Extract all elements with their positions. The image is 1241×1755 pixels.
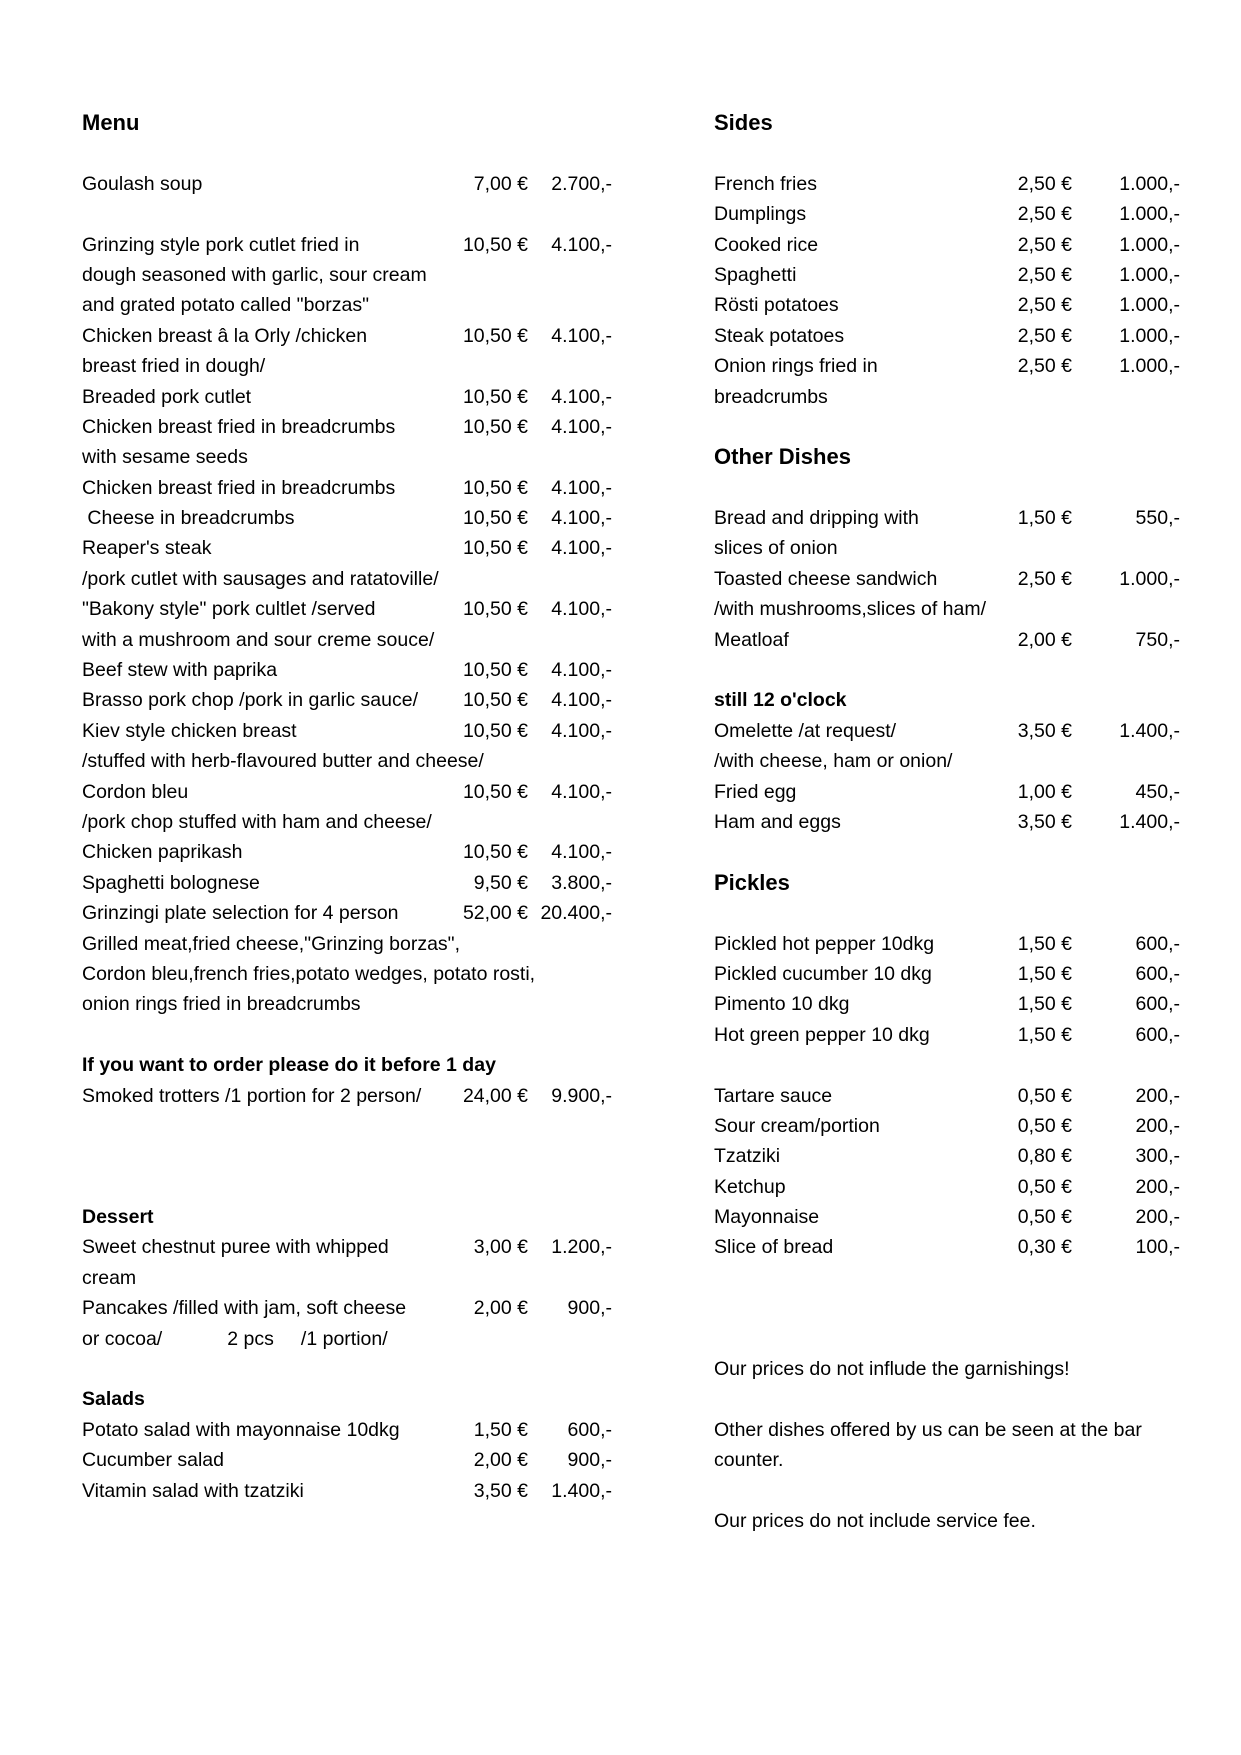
item-name: /pork cutlet with sausages and ratatoville/	[82, 567, 439, 590]
price-eur: 10,50 €	[462, 233, 528, 256]
blank-line	[714, 898, 1194, 928]
item-name: Pickled hot pepper 10dkg	[714, 932, 935, 955]
price-huf: 200,-	[1135, 1206, 1180, 1229]
price-eur: 0,50 €	[1017, 1206, 1072, 1229]
price-huf: 4.100,-	[551, 719, 612, 742]
blank-line	[714, 1324, 1194, 1354]
item-name: Our prices do not include service fee.	[714, 1509, 1036, 1532]
item-name: Vitamin salad with tzatziki	[82, 1479, 304, 1502]
price-eur: 1,00 €	[1017, 780, 1072, 803]
price-huf: 1.000,-	[1119, 324, 1180, 347]
menu-item-vitamin-salad-with-tzatziki	[82, 1476, 622, 1506]
item-name: /with mushrooms,slices of ham/	[714, 598, 987, 621]
item-name: /pork chop stuffed with ham and cheese/	[82, 810, 432, 833]
text-line	[82, 442, 622, 472]
text-line	[714, 382, 1194, 412]
menu-item-slice-of-bread	[714, 1232, 1194, 1262]
item-name: Fried egg	[714, 780, 797, 803]
price-eur: 0,30 €	[1017, 1236, 1072, 1259]
item-name: Hot green pepper 10 dkg	[714, 1023, 930, 1046]
item-name: Chicken breast fried in breadcrumbs	[82, 476, 396, 499]
price-huf: 3.800,-	[551, 871, 612, 894]
price-eur: 10,50 €	[462, 689, 528, 712]
price-huf: 4.100,-	[551, 598, 612, 621]
price-eur: 10,50 €	[462, 780, 528, 803]
text-line	[82, 1324, 622, 1354]
item-name: and grated potato called "borzas"	[82, 294, 370, 317]
text-line	[82, 807, 622, 837]
text-line	[82, 290, 622, 320]
price-huf: 4.100,-	[551, 476, 612, 499]
price-huf: 4.100,-	[551, 689, 612, 712]
item-name: Smoked trotters /1 portion for 2 person/	[82, 1084, 422, 1107]
item-name: Rösti potatoes	[714, 294, 839, 317]
item-name: Cheese in breadcrumbs	[82, 507, 295, 530]
price-eur: 3,00 €	[473, 1236, 528, 1259]
price-eur: 2,50 €	[1017, 233, 1072, 256]
price-huf: 4.100,-	[551, 841, 612, 864]
blank-line	[714, 1050, 1194, 1080]
menu-item-steak-potatoes	[714, 321, 1194, 351]
menu-item-sour-cream-portion	[714, 1111, 1194, 1141]
menu-item-bread-and-dripping-with	[714, 503, 1194, 533]
item-name: Cordon bleu,french fries,potato wedges, potato rosti,	[82, 962, 536, 985]
price-huf: 4.100,-	[551, 233, 612, 256]
text-line	[714, 1506, 1194, 1536]
price-huf: 1.400,-	[1119, 719, 1180, 742]
price-eur: 52,00 €	[462, 902, 528, 925]
price-eur: 10,50 €	[462, 324, 528, 347]
price-eur: 2,00 €	[473, 1449, 528, 1472]
menu-item-french-fries	[714, 169, 1194, 199]
price-huf: 100,-	[1135, 1236, 1180, 1259]
price-eur: 10,50 €	[462, 841, 528, 864]
price-huf: 900,-	[567, 1449, 612, 1472]
price-eur: 10,50 €	[462, 719, 528, 742]
menu-item-sweet-chestnut-puree-with-whipped	[82, 1232, 622, 1262]
item-name: Sweet chestnut puree with whipped	[82, 1236, 389, 1259]
price-huf: 1.000,-	[1119, 294, 1180, 317]
menu-item-breaded-pork-cutlet	[82, 382, 622, 412]
section-heading-still-12-o-clock	[714, 685, 1194, 715]
price-eur: 0,50 €	[1017, 1175, 1072, 1198]
blank-line	[82, 1020, 622, 1050]
item-name: Chicken breast fried in breadcrumbs	[82, 415, 396, 438]
item-name: Ketchup	[714, 1175, 786, 1198]
menu-item-goulash-soup	[82, 169, 622, 199]
section-heading-pickles	[714, 868, 1194, 898]
price-huf: 300,-	[1135, 1145, 1180, 1168]
price-huf: 4.100,-	[551, 537, 612, 560]
price-eur: 2,50 €	[1017, 203, 1072, 226]
menu-item-chicken-paprikash	[82, 837, 622, 867]
section-heading-menu	[82, 108, 622, 138]
price-eur: 3,50 €	[473, 1479, 528, 1502]
item-name: breadcrumbs	[714, 385, 828, 408]
heading-text: Menu	[82, 110, 140, 135]
item-name: onion rings fried in breadcrumbs	[82, 993, 361, 1016]
item-name: /stuffed with herb-flavoured butter and cheese/	[82, 750, 484, 773]
menu-item-cooked-rice	[714, 230, 1194, 260]
price-eur: 0,80 €	[1017, 1145, 1072, 1168]
price-huf: 2.700,-	[551, 172, 612, 195]
price-huf: 1.200,-	[551, 1236, 612, 1259]
item-name: dough seasoned with garlic, sour cream	[82, 263, 427, 286]
menu-item-reaper-s-steak	[82, 533, 622, 563]
text-line	[82, 1263, 622, 1293]
blank-line	[82, 138, 622, 168]
item-name: Sour cream/portion	[714, 1114, 880, 1137]
price-huf: 1.400,-	[1119, 810, 1180, 833]
price-eur: 1,50 €	[1017, 962, 1072, 985]
menu-item-grinzingi-plate-selection-for-4-person	[82, 898, 622, 928]
price-huf: 600,-	[1135, 962, 1180, 985]
heading-text: still 12 o'clock	[714, 689, 847, 712]
price-eur: 2,50 €	[1017, 263, 1072, 286]
blank-line	[714, 1293, 1194, 1323]
text-line	[714, 1415, 1194, 1445]
menu-item-chicken-breast-la-orly-chicken	[82, 321, 622, 351]
price-eur: 0,50 €	[1017, 1084, 1072, 1107]
price-eur: 1,50 €	[1017, 507, 1072, 530]
section-heading-sides	[714, 108, 1194, 138]
menu-item-toasted-cheese-sandwich	[714, 564, 1194, 594]
text-line	[82, 564, 622, 594]
item-name: Breaded pork cutlet	[82, 385, 252, 408]
item-name: Meatloaf	[714, 628, 789, 651]
menu-item-tartare-sauce	[714, 1081, 1194, 1111]
text-line	[82, 351, 622, 381]
menu-item-pancakes-filled-with-jam-soft-cheese	[82, 1293, 622, 1323]
item-name: Grinzingi plate selection for 4 person	[82, 902, 399, 925]
section-heading-dessert	[82, 1202, 622, 1232]
price-huf: 4.100,-	[551, 324, 612, 347]
heading-text: Salads	[82, 1388, 145, 1411]
price-huf: 900,-	[567, 1297, 612, 1320]
item-name: Chicken breast â la Orly /chicken	[82, 324, 368, 347]
item-name: Grinzing style pork cutlet fried in	[82, 233, 360, 256]
text-line	[82, 625, 622, 655]
price-huf: 9.900,-	[551, 1084, 612, 1107]
blank-line	[714, 837, 1194, 867]
menu-item-smoked-trotters-1-portion-for-2-person	[82, 1081, 622, 1111]
menu-item-bakony-style-pork-cultlet-served	[82, 594, 622, 624]
blank-line	[82, 1111, 622, 1141]
price-eur: 2,50 €	[1017, 172, 1072, 195]
menu-item-fried-egg	[714, 777, 1194, 807]
heading-text: If you want to order please do it before 1 day	[82, 1054, 496, 1077]
price-huf: 1.000,-	[1119, 567, 1180, 590]
text-line	[714, 1445, 1194, 1475]
blank-line	[714, 473, 1194, 503]
menu-item-potato-salad-with-mayonnaise-10dkg	[82, 1415, 622, 1445]
item-name: Other dishes offered by us can be seen at the bar	[714, 1418, 1142, 1441]
menu-item-beef-stew-with-paprika	[82, 655, 622, 685]
item-name: with sesame seeds	[82, 446, 248, 469]
menu-item-cucumber-salad	[82, 1445, 622, 1475]
price-eur: 10,50 €	[462, 659, 528, 682]
blank-line	[714, 138, 1194, 168]
menu-item-hot-green-pepper-10-dkg	[714, 1020, 1194, 1050]
blank-line	[714, 1476, 1194, 1506]
section-heading-salads	[82, 1384, 622, 1414]
menu-item-kiev-style-chicken-breast	[82, 716, 622, 746]
price-eur: 1,50 €	[1017, 932, 1072, 955]
item-name: Cooked rice	[714, 233, 819, 256]
heading-text: Other Dishes	[714, 444, 851, 470]
price-eur: 10,50 €	[462, 507, 528, 530]
menu-item-cheese-in-breadcrumbs	[82, 503, 622, 533]
item-name: Kiev style chicken breast	[82, 719, 297, 742]
price-huf: 1.000,-	[1119, 203, 1180, 226]
menu-item-ketchup	[714, 1172, 1194, 1202]
item-name: Grilled meat,fried cheese,"Grinzing borzas",	[82, 932, 461, 955]
price-eur: 3,50 €	[1017, 810, 1072, 833]
text-line	[82, 746, 622, 776]
item-name: French fries	[714, 172, 817, 195]
price-huf: 1.000,-	[1119, 172, 1180, 195]
price-eur: 9,50 €	[473, 871, 528, 894]
text-line	[82, 989, 622, 1019]
menu-item-cordon-bleu	[82, 777, 622, 807]
item-name: Pickled cucumber 10 dkg	[714, 962, 932, 985]
price-eur: 1,50 €	[1017, 993, 1072, 1016]
menu-item-meatloaf	[714, 625, 1194, 655]
price-eur: 1,50 €	[1017, 1023, 1072, 1046]
item-name: Brasso pork chop /pork in garlic sauce/	[82, 689, 418, 712]
price-eur: 10,50 €	[462, 537, 528, 560]
price-eur: 24,00 €	[462, 1084, 528, 1107]
price-eur: 1,50 €	[473, 1418, 528, 1441]
price-eur: 2,00 €	[473, 1297, 528, 1320]
price-eur: 10,50 €	[462, 385, 528, 408]
item-name: Steak potatoes	[714, 324, 845, 347]
section-heading-other-dishes	[714, 442, 1194, 472]
item-name: Slice of bread	[714, 1236, 834, 1259]
price-huf: 450,-	[1135, 780, 1180, 803]
text-line	[82, 959, 622, 989]
price-eur: 10,50 €	[462, 476, 528, 499]
item-name: Goulash soup	[82, 172, 203, 195]
item-name: Ham and eggs	[714, 810, 841, 833]
blank-line	[714, 412, 1194, 442]
item-name: Tzatziki	[714, 1145, 781, 1168]
price-eur: 2,50 €	[1017, 567, 1072, 590]
item-name: Cucumber salad	[82, 1449, 224, 1472]
heading-text: Sides	[714, 110, 773, 135]
item-name: Pimento 10 dkg	[714, 993, 850, 1016]
item-name: or cocoa/ 2 pcs /1 portion/	[82, 1327, 388, 1350]
left-column	[82, 108, 622, 1506]
menu-item-omelette-at-request	[714, 716, 1194, 746]
menu-item-brasso-pork-chop-pork-in-garlic-sauce	[82, 685, 622, 715]
item-name: counter.	[714, 1449, 784, 1472]
item-name: Tartare sauce	[714, 1084, 833, 1107]
price-huf: 600,-	[1135, 1023, 1180, 1046]
price-eur: 2,00 €	[1017, 628, 1072, 651]
item-name: Cordon bleu	[82, 780, 189, 803]
heading-text: Dessert	[82, 1206, 154, 1229]
item-name: Toasted cheese sandwich	[714, 567, 938, 590]
menu-item-pickled-hot-pepper-10dkg	[714, 929, 1194, 959]
price-eur: 2,50 €	[1017, 324, 1072, 347]
price-eur: 3,50 €	[1017, 719, 1072, 742]
right-column	[714, 108, 1194, 1536]
text-line	[714, 1354, 1194, 1384]
item-name: Onion rings fried in	[714, 355, 878, 378]
price-eur: 10,50 €	[462, 415, 528, 438]
price-huf: 200,-	[1135, 1175, 1180, 1198]
text-line	[82, 260, 622, 290]
menu-item-chicken-breast-fried-in-breadcrumbs	[82, 473, 622, 503]
menu-item-pimento-10-dkg	[714, 989, 1194, 1019]
price-huf: 200,-	[1135, 1084, 1180, 1107]
menu-item-spaghetti-bolognese	[82, 868, 622, 898]
blank-line	[82, 199, 622, 229]
item-name: Chicken paprikash	[82, 841, 243, 864]
price-huf: 4.100,-	[551, 415, 612, 438]
price-huf: 600,-	[1135, 993, 1180, 1016]
item-name: Mayonnaise	[714, 1206, 820, 1229]
item-name: Potato salad with mayonnaise 10dkg	[82, 1418, 400, 1441]
menu-item-pickled-cucumber-10-dkg	[714, 959, 1194, 989]
price-eur: 2,50 €	[1017, 294, 1072, 317]
price-huf: 750,-	[1135, 628, 1180, 651]
item-name: Dumplings	[714, 203, 807, 226]
price-eur: 0,50 €	[1017, 1114, 1072, 1137]
price-huf: 1.000,-	[1119, 263, 1180, 286]
item-name: Reaper's steak	[82, 537, 212, 560]
price-huf: 4.100,-	[551, 780, 612, 803]
heading-text: Pickles	[714, 869, 790, 895]
menu-item-grinzing-style-pork-cutlet-fried-in	[82, 230, 622, 260]
item-name: Our prices do not influde the garnishings!	[714, 1358, 1070, 1381]
text-line	[82, 929, 622, 959]
item-name: Omelette /at request/	[714, 719, 897, 742]
price-huf: 4.100,-	[551, 659, 612, 682]
text-line	[714, 594, 1194, 624]
price-huf: 1.400,-	[551, 1479, 612, 1502]
section-heading-if-you-want-to-order-please-do-it-before	[82, 1050, 622, 1080]
item-name: with a mushroom and sour creme souce/	[82, 628, 435, 651]
item-name: /with cheese, ham or onion/	[714, 750, 953, 773]
item-name: breast fried in dough/	[82, 355, 266, 378]
menu-item-chicken-breast-fried-in-breadcrumbs	[82, 412, 622, 442]
menu-item-mayonnaise	[714, 1202, 1194, 1232]
price-huf: 4.100,-	[551, 507, 612, 530]
item-name: Pancakes /filled with jam, soft cheese	[82, 1297, 407, 1320]
price-huf: 200,-	[1135, 1114, 1180, 1137]
menu-item-ham-and-eggs	[714, 807, 1194, 837]
price-eur: 7,00 €	[473, 172, 528, 195]
menu-item-spaghetti	[714, 260, 1194, 290]
blank-line	[714, 1263, 1194, 1293]
text-line	[714, 746, 1194, 776]
blank-line	[714, 1384, 1194, 1414]
item-name: Spaghetti bolognese	[82, 871, 260, 894]
item-name: Beef stew with paprika	[82, 659, 278, 682]
menu-item-tzatziki	[714, 1141, 1194, 1171]
blank-line	[82, 1354, 622, 1384]
menu-item-onion-rings-fried-in	[714, 351, 1194, 381]
price-huf: 20.400,-	[540, 902, 612, 925]
item-name: Spaghetti	[714, 263, 797, 286]
menu-item-dumplings	[714, 199, 1194, 229]
price-huf: 550,-	[1135, 507, 1180, 530]
price-huf: 4.100,-	[551, 385, 612, 408]
price-eur: 10,50 €	[462, 598, 528, 621]
price-huf: 600,-	[1135, 932, 1180, 955]
item-name: "Bakony style" pork cultlet /served	[82, 598, 376, 621]
blank-line	[82, 1141, 622, 1171]
price-eur: 2,50 €	[1017, 355, 1072, 378]
item-name: Bread and dripping with	[714, 507, 919, 530]
price-huf: 600,-	[567, 1418, 612, 1441]
item-name: cream	[82, 1266, 137, 1289]
price-huf: 1.000,-	[1119, 355, 1180, 378]
blank-line	[82, 1172, 622, 1202]
price-huf: 1.000,-	[1119, 233, 1180, 256]
text-line	[714, 533, 1194, 563]
item-name: slices of onion	[714, 537, 838, 560]
blank-line	[714, 655, 1194, 685]
menu-item-r-sti-potatoes	[714, 290, 1194, 320]
